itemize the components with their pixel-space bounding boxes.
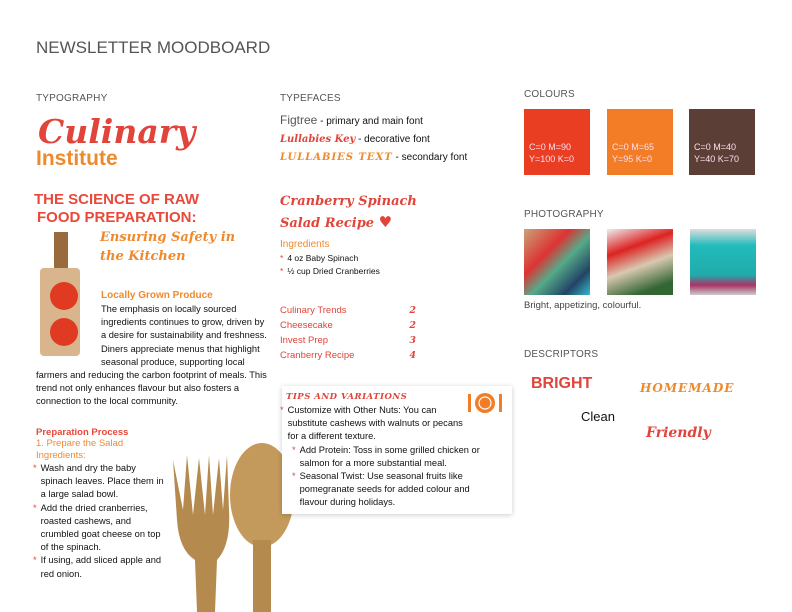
- tip-item: * Customize with Other Nuts: You can substitute cashews with walnuts or pecans for a different texture.: [280, 404, 470, 444]
- steps-list: [33, 462, 168, 581]
- typeface-name: Figtree: [280, 113, 318, 127]
- brand-culinary: Culinary: [38, 112, 196, 151]
- typography-label: TYPOGRAPHY: [36, 93, 108, 104]
- ingredients-list: [280, 252, 380, 278]
- section-body: [36, 303, 270, 409]
- heart-icon: ♥: [378, 213, 393, 231]
- toc-page: 4: [409, 350, 416, 361]
- ingredient-text: ½ cup Dried Cranberries: [287, 266, 380, 276]
- ingredient-item: * ½ cup Dried Cranberries: [280, 266, 380, 276]
- swatch-code: C=0 M=90: [529, 142, 572, 152]
- typeface-desc: - secondary font: [392, 152, 468, 163]
- headline-line: THE SCIENCE OF RAW: [34, 191, 200, 208]
- ingredient-item: * 4 oz Baby Spinach: [280, 253, 359, 263]
- toc-item[interactable]: [280, 348, 416, 363]
- typeface-item: [280, 111, 467, 131]
- toc-page: 2: [409, 305, 416, 316]
- photo-ingredients: [524, 229, 590, 295]
- swatch-code: Y=95 K=0: [612, 154, 653, 164]
- toc-item[interactable]: [280, 318, 416, 333]
- typeface-name: Lullabies Key: [280, 134, 356, 145]
- tip-text: Customize with Other Nuts: You can substitute cashews with walnuts or pecans for a different texture.: [287, 405, 463, 442]
- table-of-contents: [280, 303, 416, 363]
- tip-text: Add Protein: Toss in some grilled chicken or salmon for a more substantial meal.: [299, 444, 480, 468]
- tip-item: * Seasonal Twist: Use seasonal fruits like pomegranate seeds for added colour and flavour during holidays.: [280, 470, 497, 510]
- swatch-code: C=0 M=40: [694, 142, 737, 152]
- tips-list: [280, 404, 480, 510]
- plate-cutlery-icon: [466, 392, 504, 414]
- recipe-title: [280, 192, 417, 234]
- subhead-line: Ensuring Safety in: [100, 230, 236, 245]
- recipe-title-line: Cranberry Spinach: [280, 194, 417, 209]
- colours-label: COLOURS: [524, 89, 575, 100]
- page-title: NEWSLETTER MOODBOARD: [36, 38, 271, 57]
- tips-title: TIPS AND VARIATIONS: [286, 392, 408, 402]
- typefaces-label: TYPEFACES: [280, 93, 341, 104]
- descriptor-bright: BRIGHT: [531, 375, 593, 392]
- swatch-code: Y=40 K=70: [694, 154, 740, 164]
- toc-label: Cheesecake: [280, 320, 333, 331]
- photo-chicken-dish: [607, 229, 673, 295]
- photography-label: PHOTOGRAPHY: [524, 209, 604, 220]
- descriptors-label: DESCRIPTORS: [524, 349, 599, 360]
- tip-text: Seasonal Twist: Use seasonal fruits like pomegranate seeds for added colour and flavour during holidays.: [299, 471, 470, 508]
- ingredient-text: 4 oz Baby Spinach: [287, 253, 359, 263]
- subhead-line: the Kitchen: [100, 249, 186, 264]
- headline-line: FOOD PREPARATION:: [37, 209, 197, 226]
- toc-label: Culinary Trends: [280, 305, 347, 316]
- process-title: Preparation Process: [36, 427, 129, 438]
- typefaces-list: [280, 111, 467, 167]
- photography-caption: Bright, appetizing, colourful.: [524, 300, 642, 311]
- toc-label: Cranberry Recipe: [280, 350, 355, 361]
- step-text: Wash and dry the baby spinach leaves. Place them in a large salad bowl.: [40, 463, 164, 500]
- typeface-name: LULLABIES TEXT: [280, 152, 393, 163]
- typeface-item: [280, 131, 467, 149]
- step-title: 1. Prepare the Salad Ingredients:: [36, 438, 124, 461]
- ingredients-label: Ingredients: [280, 239, 330, 250]
- toc-page: 2: [409, 320, 416, 331]
- typeface-desc: - primary and main font: [317, 116, 423, 127]
- descriptor-clean: Clean: [581, 409, 615, 424]
- step-text: If using, add sliced apple and red onion.: [40, 555, 162, 579]
- descriptor-homemade: HOMEMADE: [640, 381, 735, 395]
- step-item: * Add the dried cranberries, roasted cashews, and crumbled goat cheese on top of the spinach.: [33, 502, 168, 555]
- toc-item[interactable]: [280, 333, 416, 348]
- step-item: * Wash and dry the baby spinach leaves. Place them in a large salad bowl.: [33, 462, 168, 502]
- typeface-desc: - decorative font: [355, 134, 430, 145]
- section-title: Locally Grown Produce: [101, 290, 213, 301]
- colour-swatch-orange: [607, 109, 673, 175]
- brand-institute: Institute: [36, 147, 118, 170]
- subheadline: [100, 228, 235, 266]
- step-text: Add the dried cranberries, roasted cashews, and crumbled goat cheese on top of the spinach.: [40, 502, 161, 553]
- colour-swatch-red: [524, 109, 590, 175]
- swatch-code: Y=100 K=0: [529, 154, 575, 164]
- toc-page: 3: [409, 335, 416, 346]
- headline: [34, 191, 199, 227]
- tip-item: * Add Protein: Toss in some grilled chicken or salmon for a more substantial meal.: [280, 444, 497, 470]
- section-body-text: The emphasis on locally sourced ingredients continues to grow, driven by a desire for sustainability and freshness. Diners appreciate menus that highlight seasonal produce, supporting local farmers and reducing the carbon footprint of meals. This trend not only enhances flavour but also fosters a connection to the local community.: [36, 304, 267, 407]
- photo-food-truck: [690, 229, 756, 295]
- toc-label: Invest Prep: [280, 335, 329, 346]
- descriptor-friendly: Friendly: [646, 425, 711, 441]
- colour-swatch-brown: [689, 109, 755, 175]
- step-item: * If using, add sliced apple and red onion.: [33, 554, 168, 580]
- swatch-code: C=0 M=65: [612, 142, 655, 152]
- tips-card: [282, 386, 512, 514]
- toc-item[interactable]: [280, 303, 416, 318]
- recipe-title-line: Salad Recipe: [280, 216, 375, 231]
- typeface-item: [280, 149, 467, 167]
